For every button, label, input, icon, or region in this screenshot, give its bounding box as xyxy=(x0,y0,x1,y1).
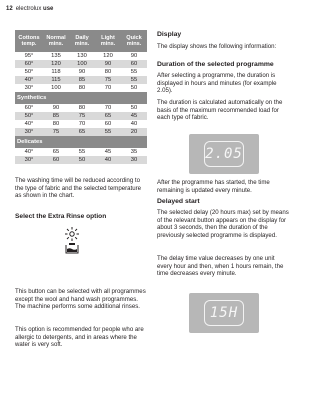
table-cell: 55 xyxy=(104,129,112,135)
table-cell: 95° xyxy=(24,53,34,59)
duration-text-2: The duration is calculated automatically on the basis of the maximum recommended load for each type of fabric. xyxy=(157,99,283,122)
cottons-rows xyxy=(15,52,147,92)
table-row xyxy=(15,120,147,128)
header-normal: Normal mins. xyxy=(46,34,66,47)
table-row xyxy=(15,84,147,92)
table-row xyxy=(15,156,147,164)
table-cell: 40° xyxy=(24,77,34,83)
extra-rinse-text-2: This option is recommended for people who are allergic to detergents, and in areas where the water is very soft. xyxy=(15,326,144,349)
table-cell: 120 xyxy=(51,61,61,67)
table-cell: 90 xyxy=(52,105,60,111)
table-cell: 100 xyxy=(77,61,87,67)
table-cell: 85 xyxy=(52,113,60,119)
brand-name: electrolux xyxy=(15,6,42,12)
table-cell: 60° xyxy=(24,105,34,111)
table-cell: 65 xyxy=(52,149,60,155)
table-row xyxy=(15,60,147,68)
table-cell: 55 xyxy=(130,77,138,83)
table-cell: 30 xyxy=(130,157,138,163)
table-cell: 100 xyxy=(51,85,61,91)
table-cell: 115 xyxy=(51,77,61,83)
delicates-rows xyxy=(15,148,147,164)
table-cell: 20 xyxy=(130,129,138,135)
table-cell: 85 xyxy=(78,77,86,83)
duration-heading: Duration of the selected programme xyxy=(157,61,274,68)
table-cell: 50° xyxy=(24,113,34,119)
table-cell: 45 xyxy=(130,113,138,119)
table-cell: 65 xyxy=(104,113,112,119)
table-cell: 40 xyxy=(104,157,112,163)
table-cell: 65 xyxy=(78,129,86,135)
table-cell: 135 xyxy=(51,53,61,59)
table-cell: 90 xyxy=(104,61,112,67)
table-cell: 55 xyxy=(78,149,86,155)
delayed-text-1: The selected delay (20 hours max) set by means of the relevant button appears on the display for about 3 seconds, then the duration of the previously selected programme is displayed. xyxy=(157,209,289,239)
display-intro: The display shows the following information: xyxy=(157,43,277,50)
table-cell: 80 xyxy=(78,85,86,91)
table-cell: 80 xyxy=(104,69,112,75)
table-cell: 60 xyxy=(130,61,138,67)
table-row xyxy=(15,148,147,156)
table-row xyxy=(15,128,147,136)
table-cell: 90 xyxy=(78,69,86,75)
header-daily: Daily mins. xyxy=(74,34,90,47)
display-illustration-delay xyxy=(189,293,259,333)
table-cell: 50° xyxy=(24,69,34,75)
duration-text-1: After selecting a programme, the duration is displayed in hours and minutes (for example 2.05). xyxy=(157,72,277,95)
page-header xyxy=(6,5,53,13)
table-cell: 30° xyxy=(24,157,34,163)
table-cell: 40° xyxy=(24,121,34,127)
table-row xyxy=(15,112,147,120)
extra-rinse-icon xyxy=(60,226,84,256)
table-row xyxy=(15,52,147,60)
table-cell: 130 xyxy=(77,53,87,59)
table-cell: 70 xyxy=(104,105,112,111)
table-cell: 55 xyxy=(130,69,138,75)
table-cell: 75 xyxy=(104,77,112,83)
display-illustration-duration xyxy=(189,134,259,174)
table-row xyxy=(15,104,147,112)
extra-rinse-text-1: This button can be selected with all programmes except the wool and hand wash programmes. The machine performs some additional rinses. xyxy=(15,288,146,311)
header-cottons-temp: Cottons temp. xyxy=(18,34,40,47)
table-cell: 80 xyxy=(78,105,86,111)
table-cell: 60 xyxy=(52,157,60,163)
table-row xyxy=(15,68,147,76)
delicates-section-label: Delicates xyxy=(15,136,147,148)
washing-time-note: The washing time will be reduced according to the type of fabric and the selected temperature as shown in the chart. xyxy=(15,177,142,200)
delayed-start-heading: Delayed start xyxy=(157,198,200,205)
table-cell: 75 xyxy=(78,113,86,119)
table-cell: 60° xyxy=(24,61,34,67)
synthetics-section-label: Synthetics xyxy=(15,92,147,104)
table-cell: 45 xyxy=(104,149,112,155)
header-quick: Quick mins. xyxy=(126,34,142,47)
duration-table xyxy=(15,30,147,164)
table-cell: 60 xyxy=(104,121,112,127)
table-cell: 35 xyxy=(130,149,138,155)
table-cell: 120 xyxy=(103,53,113,59)
table-cell: 40° xyxy=(24,149,34,155)
table-cell: 80 xyxy=(52,121,60,127)
extra-rinse-heading: Select the Extra Rinse option xyxy=(15,213,107,220)
synthetics-rows xyxy=(15,104,147,136)
display-value: 2.05 xyxy=(204,141,244,167)
delay-display-value: 15H xyxy=(204,300,244,326)
table-cell: 40 xyxy=(130,121,138,127)
table-row xyxy=(15,76,147,84)
header-light: Light mins. xyxy=(100,34,116,47)
table-header-row xyxy=(15,30,147,52)
table-cell: 50 xyxy=(130,105,138,111)
table-cell: 50 xyxy=(78,157,86,163)
table-cell: 118 xyxy=(51,69,61,75)
table-cell: 70 xyxy=(78,121,86,127)
table-cell: 30° xyxy=(24,129,34,135)
table-cell: 70 xyxy=(104,85,112,91)
after-start-text: After the programme has started, the time remaining is updated every minute. xyxy=(157,179,270,194)
table-cell: 90 xyxy=(130,53,138,59)
table-cell: 30° xyxy=(24,85,34,91)
table-cell: 50 xyxy=(130,85,138,91)
section-name: use xyxy=(43,6,54,12)
delayed-text-2: The delay time value decreases by one unit every hour and then, when 1 hours remain, the time decreases every minute. xyxy=(157,255,284,278)
table-cell: 75 xyxy=(52,129,60,135)
display-heading: Display xyxy=(157,31,182,38)
page-number: 12 xyxy=(6,6,13,12)
